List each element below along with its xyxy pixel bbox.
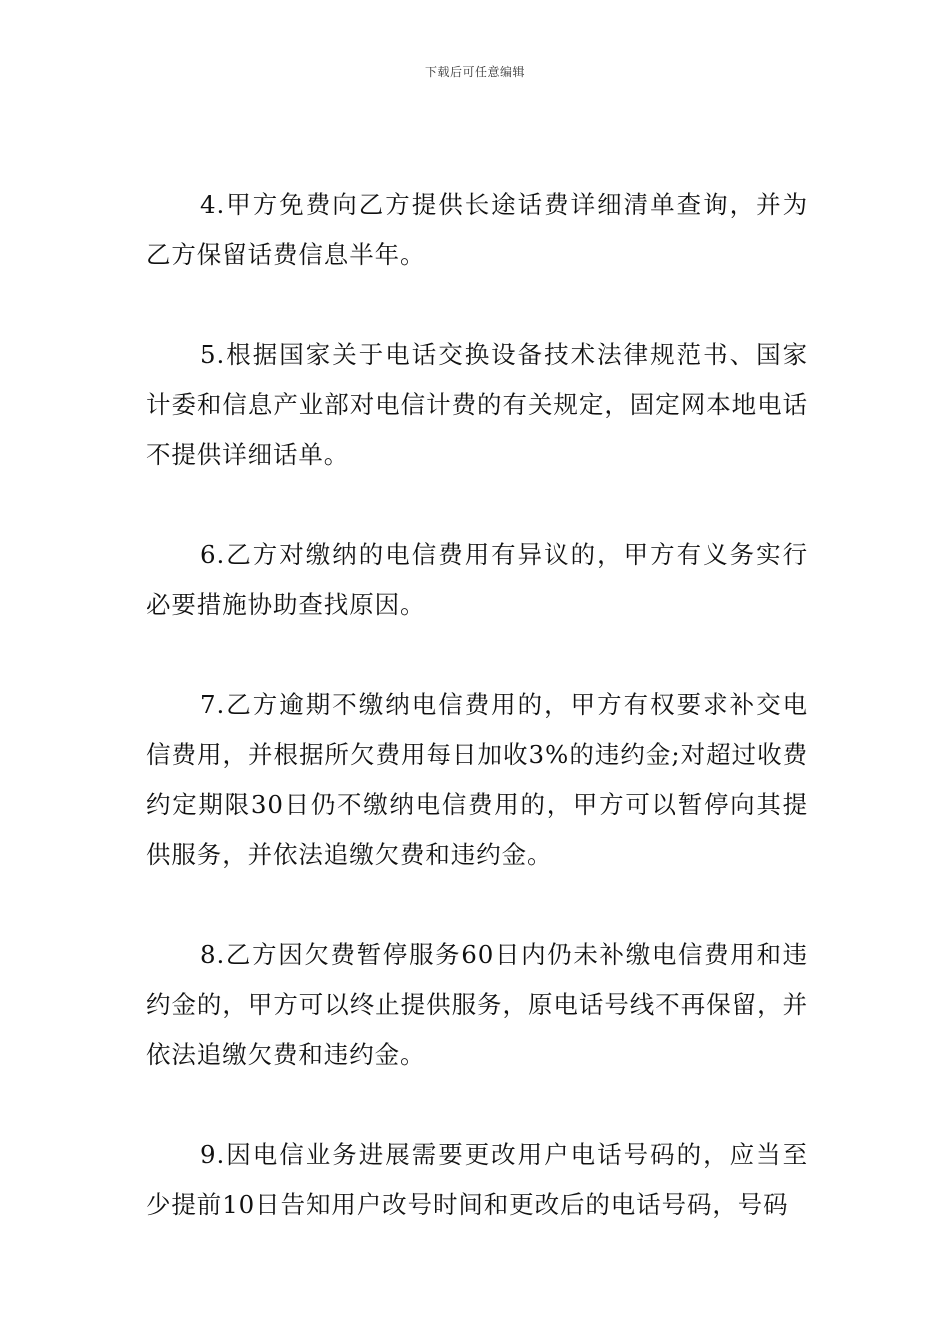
clause-8: 8.乙方因欠费暂停服务60日内仍未补缴电信费用和违约金的，甲方可以终止提供服务，原电话号线不再保留，并依法追缴欠费和违约金。 xyxy=(146,940,808,1069)
clause-4: 4.甲方免费向乙方提供长途话费详细清单查询，并为乙方保留话费信息半年。 xyxy=(146,190,808,269)
document-body xyxy=(146,180,808,1280)
clause-5: 5.根据国家关于电话交换设备技术法律规范书、国家计委和信息产业部对电信计费的有关规定，固定网本地电话不提供详细话单。 xyxy=(146,340,808,469)
clause-7: 7.乙方逾期不缴纳电信费用的，甲方有权要求补交电信费用，并根据所欠费用每日加收3%的违约金;对超过收费约定期限30日仍不缴纳电信费用的，甲方可以暂停向其提供服务，并依法追缴欠费和违约金。 xyxy=(146,690,808,869)
page-header: 下载后可任意编辑 xyxy=(424,65,525,79)
clause-9: 9.因电信业务进展需要更改用户电话号码的，应当至少提前10日告知用户改号时间和更改后的电话号码，号码 xyxy=(146,1140,808,1219)
clause-6: 6.乙方对缴纳的电信费用有异议的，甲方有义务实行必要措施协助查找原因。 xyxy=(146,540,808,619)
